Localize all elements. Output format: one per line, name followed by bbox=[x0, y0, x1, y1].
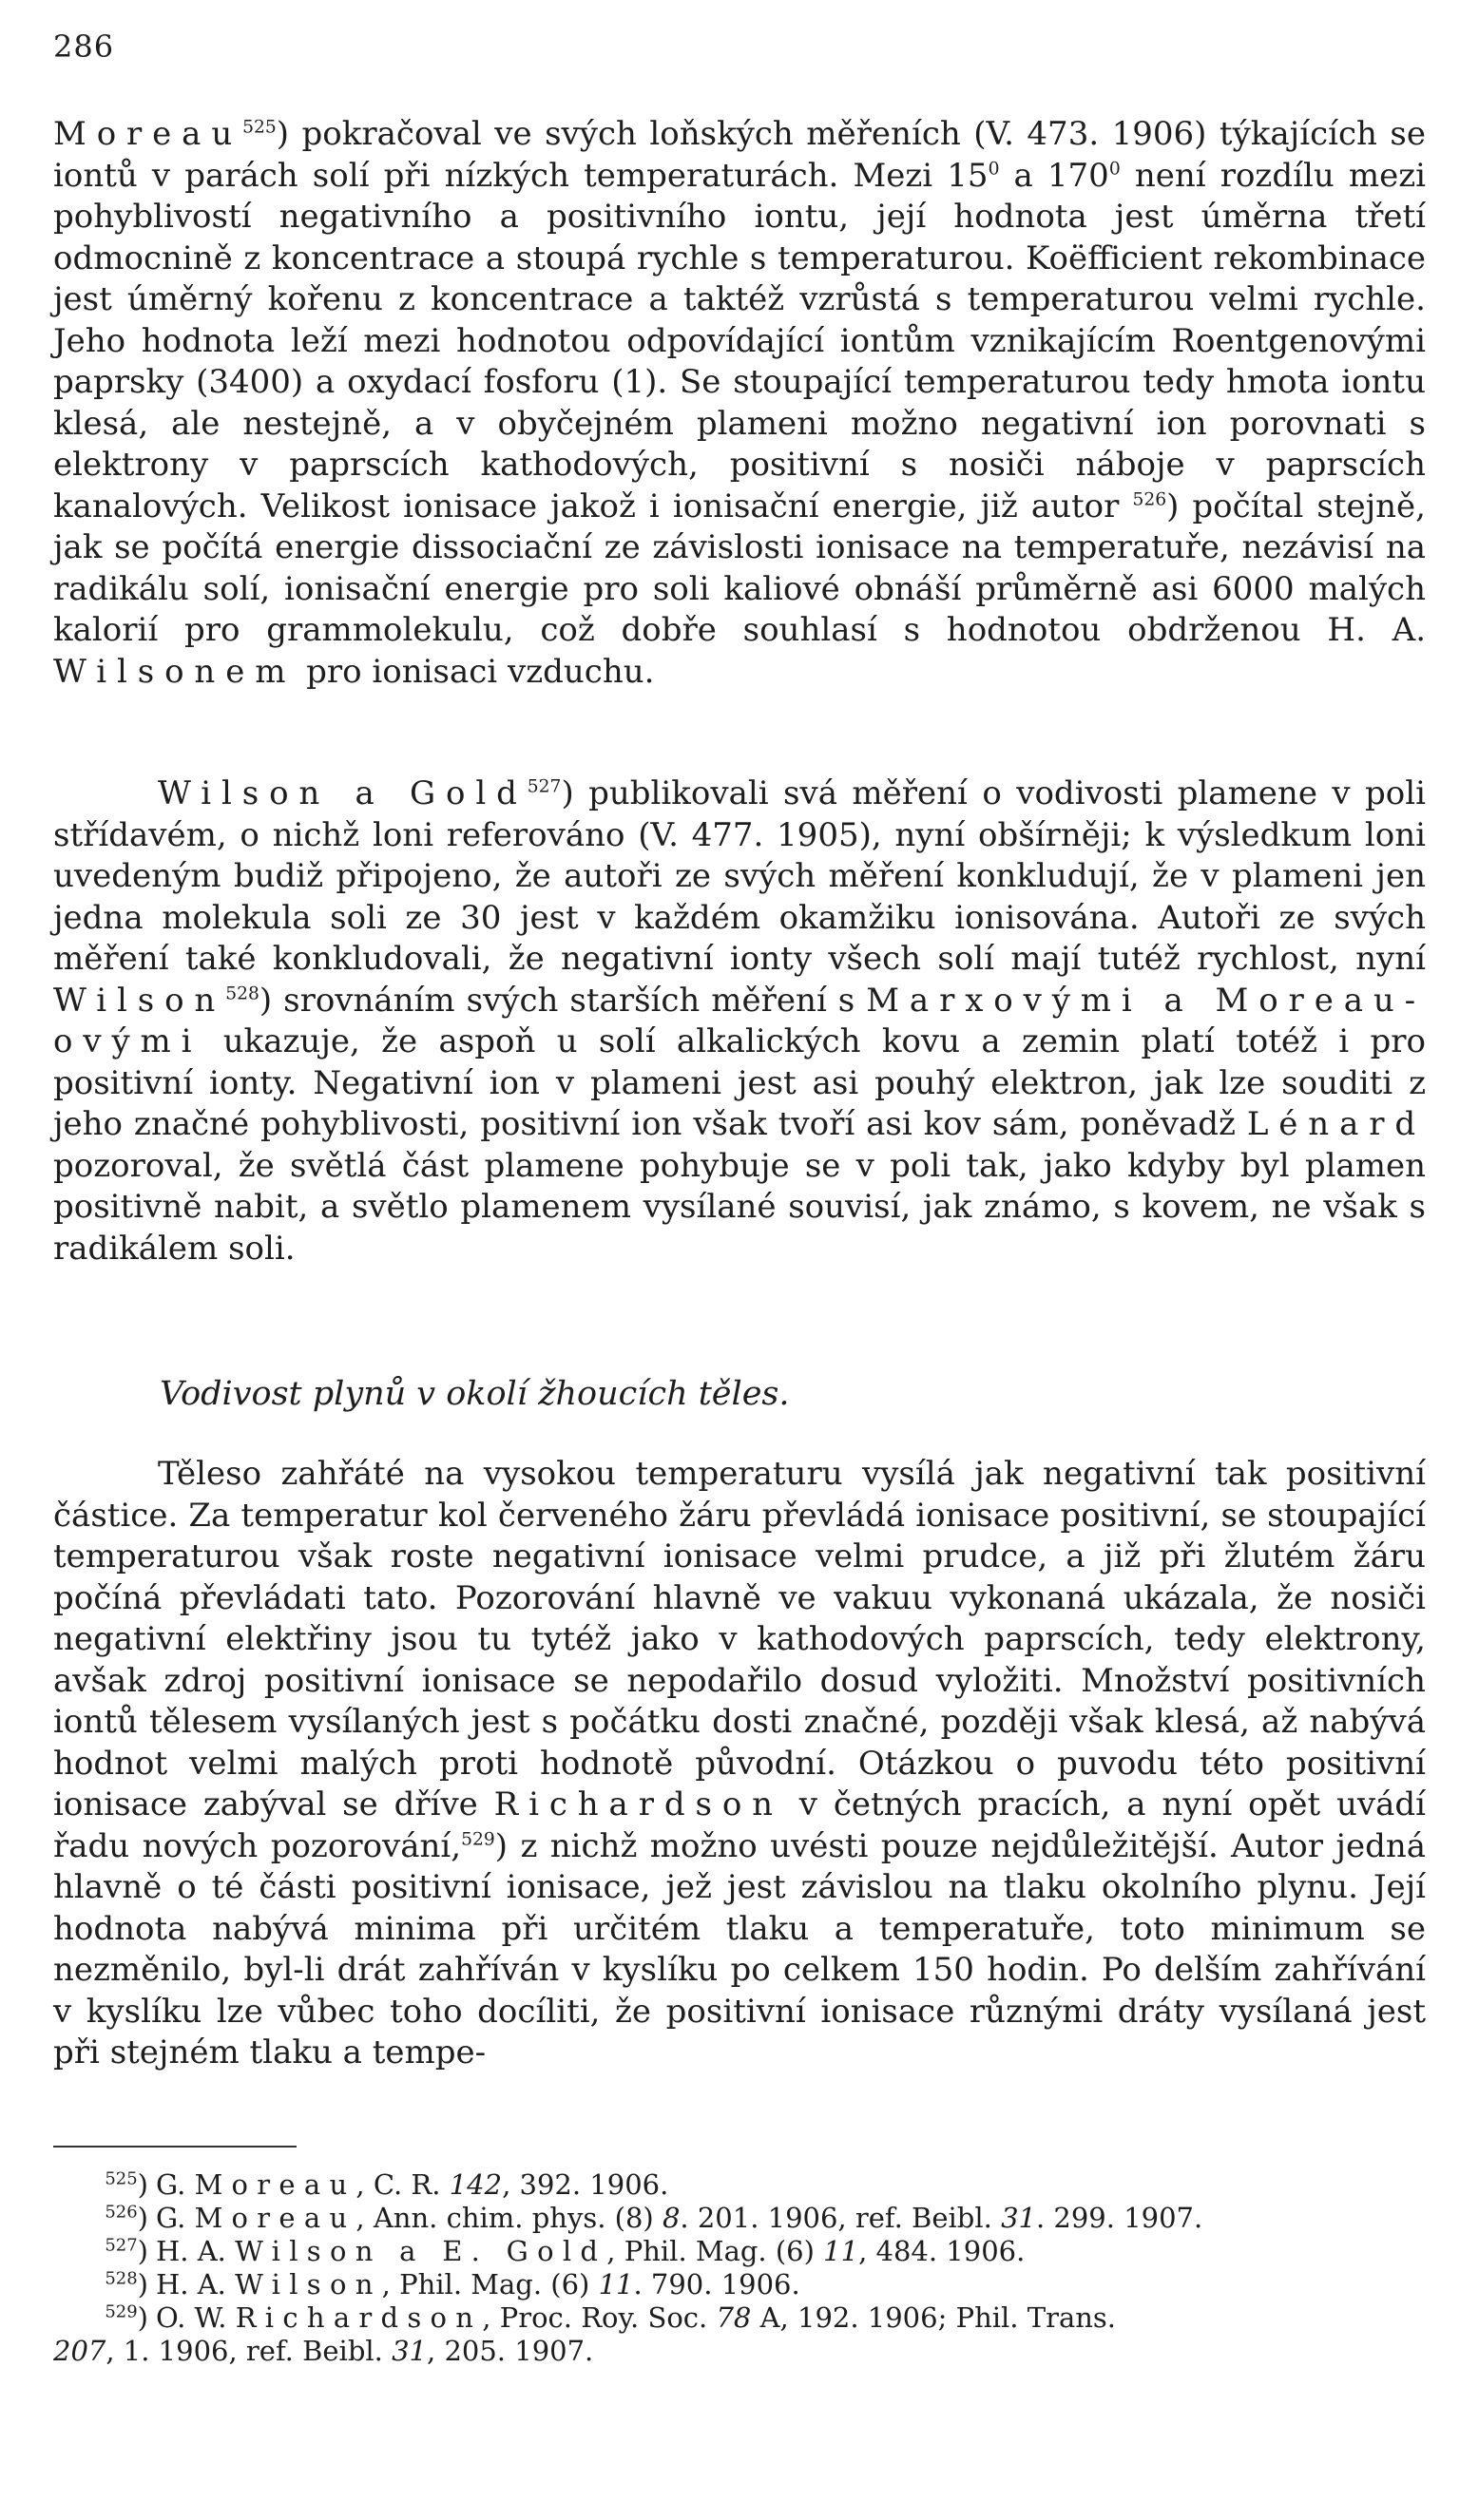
spaced-name: Moreau bbox=[53, 115, 243, 153]
footnote-ref: 528 bbox=[225, 983, 259, 1004]
footnote-number: $^{528}$) bbox=[105, 2268, 148, 2300]
text-run: v četných pracích, a nyní opět uvádí řadu nových pozorování, bbox=[53, 1785, 1426, 1865]
footnote-number: $^{525}$) bbox=[105, 2168, 148, 2201]
paragraph-wilson-gold bbox=[53, 773, 1426, 1270]
paragraph-heated-bodies bbox=[53, 1454, 1426, 2074]
text-run: A, 192. 1906; Phil. Trans. bbox=[751, 2301, 1117, 2334]
footnotes bbox=[53, 2168, 1426, 2368]
footnote-ref: 526 bbox=[1132, 489, 1167, 510]
volume-number: 8 bbox=[662, 2202, 681, 2234]
text-run: a 170 bbox=[999, 156, 1109, 195]
spaced-name: Moreau bbox=[194, 2168, 356, 2201]
text-run: H. A. bbox=[156, 2268, 236, 2300]
text-run: . 201. 1906, ref. Beibl. bbox=[680, 2202, 1002, 2234]
volume-number: 207 bbox=[53, 2335, 106, 2367]
text-run: , Proc. Roy. Soc. bbox=[482, 2301, 717, 2334]
spaced-name: Richardson bbox=[493, 1785, 783, 1823]
footnote-number: $^{529}$) bbox=[105, 2301, 148, 2334]
volume-number: 31 bbox=[1001, 2202, 1036, 2234]
text-run: není rozdílu mezi pohyblivostí negativního a positivního iontu, její hodnota jest úměrna třetí odmocnině z koncentrace a stoupá rychle s temperaturou. Koëfficient rekombinace jest úměrný kořenu z koncentrace a taktéž vzrůstá s temperaturou velmi rychle. Jeho hodnota leží mezi hodnotou odpovídající iontům vznikajícím Roentgenovými paprsky (3400) a oxydací fosforu (1). Se stoupající temperaturou tedy hmota iontu klesá, ale nestejně, a v obyčejném plameni možno negativní ion porovnati s elektrony v paprscích kathodových, positivní s nosiči náboje v paprscích kanalových. Velikost ionisace jakož i ionisační energie, již autor bbox=[53, 156, 1427, 525]
footnote-526 bbox=[53, 2202, 1426, 2235]
footnote-ref: 525 bbox=[242, 117, 277, 138]
text-run: . 299. 1907. bbox=[1035, 2202, 1203, 2234]
text-run: , Ann. chim. phys. (8) bbox=[355, 2202, 663, 2234]
spaced-name: Richardson bbox=[235, 2301, 483, 2334]
text-run: pozoroval, že světlá část plamene pohybuje se v poli tak, jako kdyby byl plamen positivně nabit, a světlo plamenem vysílané souvisí, jak známo, s kovem, ne však s radikálem soli. bbox=[53, 1146, 1426, 1268]
footnote-529 bbox=[53, 2301, 1426, 2335]
text-run: ) pokračoval ve svých loňských měřeních (V. 473. 1906) týkajících se iontů v parách solí při nízkých temperaturách. Mezi 15 bbox=[53, 115, 1426, 195]
text-run: , 392. 1906. bbox=[502, 2168, 669, 2201]
footnote-ref: 529 bbox=[461, 1829, 495, 1850]
volume-number: 11 bbox=[823, 2235, 859, 2267]
footnote-divider bbox=[53, 2146, 297, 2148]
text-run: O. W. bbox=[156, 2301, 236, 2334]
spaced-name: Moreau bbox=[194, 2202, 356, 2234]
text-run: G. bbox=[156, 2168, 195, 2201]
volume-number: 11 bbox=[598, 2268, 634, 2300]
volume-number: 78 bbox=[716, 2301, 752, 2334]
spaced-name: Wilson bbox=[53, 981, 226, 1020]
text-run: G. bbox=[156, 2202, 195, 2234]
footnote-ref: 0 bbox=[1108, 159, 1121, 180]
text-run: ) publikovali svá měření o vodivosti plamene v poli střídavém, o nichž loni referováno (V. 477. 1905), nyní obšírněji; k výsledkum loni uvedeným budiž připojeno, že autoři ze svých měření konkludují, že v plameni jen jedna molekula soli ze 30 jest v každém okamžiku ionisována. Autoři ze svých měření také konkludovali, že negativní ionty všech solí mají tutéž rychlost, nyní bbox=[53, 774, 1426, 978]
footnote-525 bbox=[53, 2168, 1426, 2202]
spaced-name: Wilsonem bbox=[53, 652, 297, 691]
text-run: ) počítal stejně, jak se počítá energie dissociační ze závislosti ionisace na temperatuře, nezávisí na radikálu solí, ionisační energie pro soli kaliové obnáší průměrně asi 6000 malých kalorií pro grammolekulu, což dobře souhlasí s hodnotou obdrženou H. A. bbox=[53, 487, 1426, 649]
text-run: Těleso zahřáté na vysokou temperaturu vysílá jak negativní tak positivní částice. Za temperatur kol červeného žáru převládá ionisace positivní, se stoupající temperaturou však roste negativní ionisace velmi prudce, a již při žlutém žáru počíná převládati tato. Pozorování hlavně ve vakuu vykonaná ukázala, že nosiči negativní elektřiny jsou tu tytéž jako v kathodových paprscích, tedy elektrony, avšak zdroj positivní ionisace se nepodařilo dosud vyložiti. Množství positivních iontů tělesem vysílaných jest s počátku dosti značné, později však klesá, až nabývá hodnot velmi malých proti hodnotě původní. Otázkou o puvodu této positivní ionisace zabýval se dříve bbox=[53, 1455, 1426, 1823]
volume-number: 31 bbox=[392, 2335, 428, 2367]
text-run: ) z nichž možno uvésti pouze nejdůležitější. Autor jedná hlavně o té části positivní ionisace, jež jest závislou na tlaku okolního plynu. Její hodnota nabývá minima při určitém tlaku a temperatuře, toto minimum se nezměnilo, byl-li drát zahříván v kyslíku po celkem 150 hodin. Po delším zahřívání v kyslíku lze vůbec toho docíliti, že positivní ionisace různými dráty vysílaná jest při stejném tlaku a tempe- bbox=[53, 1826, 1427, 2071]
spaced-name: Wilson bbox=[235, 2268, 382, 2300]
footnote-number: $^{527}$) bbox=[105, 2235, 148, 2267]
text-run: , Phil. Mag. (6) bbox=[606, 2235, 824, 2267]
text-run: ) srovnáním svých starších měření s bbox=[259, 981, 867, 1020]
paragraph-moreau bbox=[53, 114, 1426, 693]
text-run: . 790. 1906. bbox=[633, 2268, 800, 2300]
spaced-name: Lénard bbox=[1246, 1105, 1426, 1143]
section-heading: Vodivost plynů v okolí žhoucích těles. bbox=[160, 1375, 790, 1413]
footnote-ref: 527 bbox=[527, 776, 562, 797]
spaced-name: Wilson a Gold bbox=[158, 774, 528, 812]
spaced-name: Marxovými a Moreau-ovými bbox=[53, 981, 1426, 1060]
footnote-ref: 0 bbox=[988, 159, 1000, 180]
text-run: , Phil. Mag. (6) bbox=[381, 2268, 599, 2300]
text-run: , 484. 1906. bbox=[858, 2235, 1026, 2267]
footnote-528 bbox=[53, 2268, 1426, 2301]
spaced-name: Wilson a E. Gold bbox=[235, 2235, 607, 2267]
footnote-527 bbox=[53, 2235, 1426, 2268]
text-run: , C. R. bbox=[355, 2168, 450, 2201]
text-run: , 205. 1907. bbox=[427, 2335, 594, 2367]
footnote-number: $^{526}$) bbox=[105, 2202, 148, 2234]
text-run: , 1. 1906, ref. Beibl. bbox=[106, 2335, 393, 2367]
text-run: H. A. bbox=[156, 2235, 236, 2267]
text-run: pro ionisaci vzduchu. bbox=[296, 652, 655, 691]
text-run: ukazuje, že aspoň u solí alkalických kovu a zemin platí totéž i pro positivní ionty. Negativní ion v plameni jest asi pouhý elektron, jak lze souditi z jeho značné pohyblivosti, positivní ion však tvoří asi kov sám, poněvadž bbox=[53, 1022, 1426, 1143]
volume-number: 142 bbox=[449, 2168, 503, 2201]
page-number: 286 bbox=[53, 29, 115, 65]
footnote-continuation bbox=[53, 2335, 1426, 2368]
